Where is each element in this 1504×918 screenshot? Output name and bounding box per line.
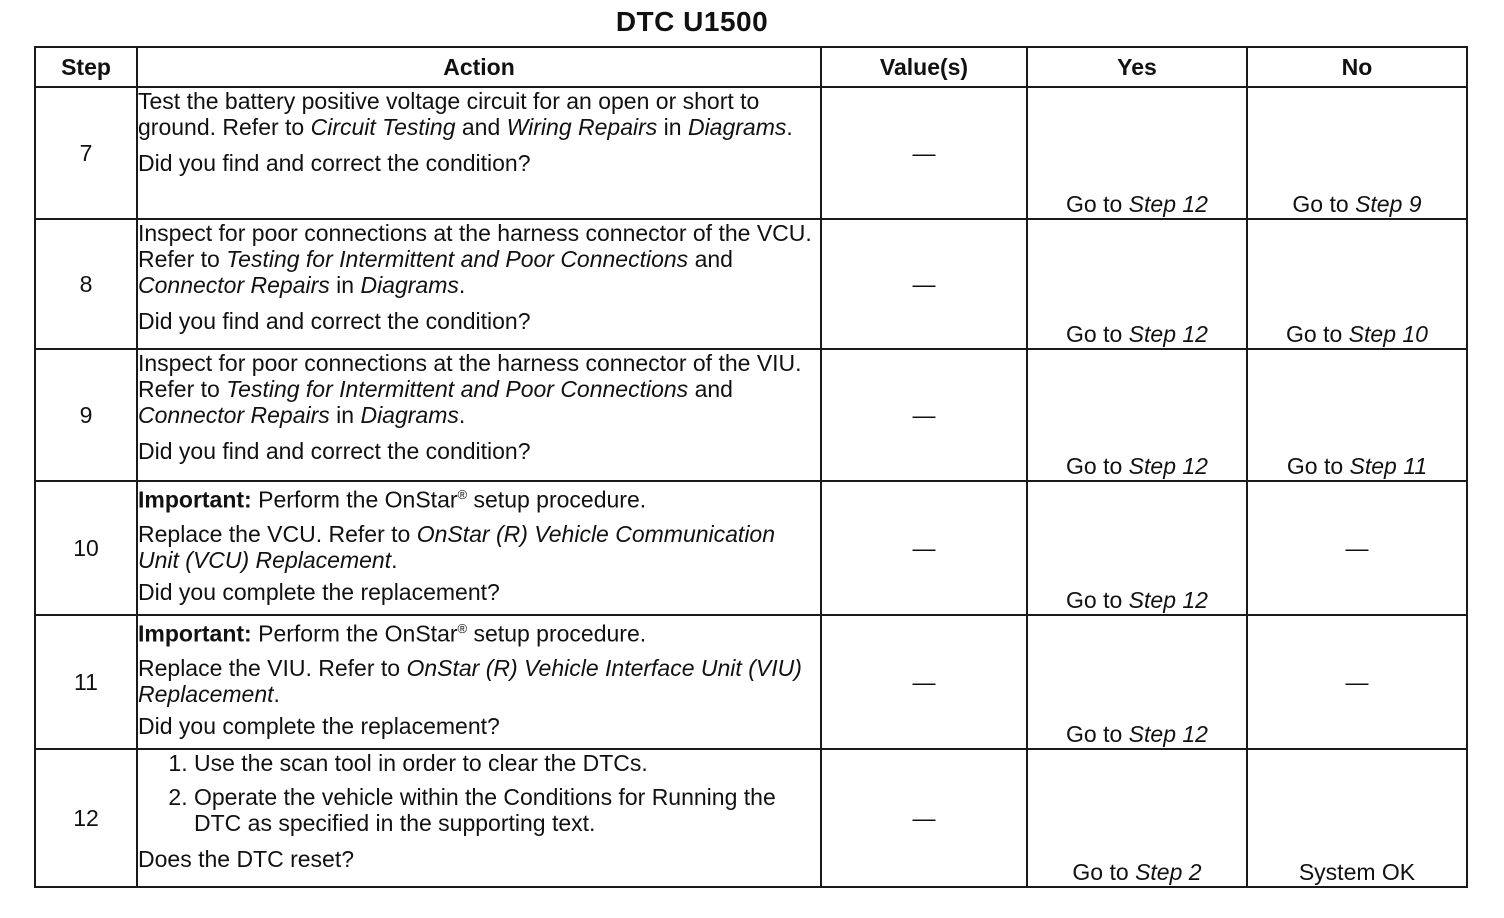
step-reference: Step 10 [1348, 321, 1428, 347]
important-label: Important: [138, 486, 252, 513]
no-value-dash: — [912, 139, 936, 166]
table-header-row [35, 47, 1467, 87]
instruction-segment: Inspect for poor connections at the harness connector of the VCU. Refer to [138, 220, 812, 272]
reference-link-text: Wiring Repairs [506, 114, 658, 140]
table-row [35, 615, 1467, 749]
action-cell [137, 481, 821, 615]
instruction-text [138, 88, 820, 140]
instruction-segment: Replace the VCU. Refer to [138, 520, 417, 547]
result-text: System OK [1298, 859, 1416, 885]
action-cell [137, 349, 821, 481]
step-reference: Step 11 [1349, 453, 1428, 479]
step-number: 12 [35, 749, 137, 887]
no-value-dash: — [912, 804, 936, 831]
go-to-text: Go to [1286, 453, 1350, 479]
go-to-text: Go to [1286, 321, 1349, 347]
step-reference: Step 2 [1135, 859, 1202, 885]
yes-cell [1027, 87, 1247, 219]
important-text: Perform the OnStar [251, 620, 458, 647]
value-cell [821, 749, 1027, 887]
step-number: 9 [35, 349, 137, 481]
instruction-text [138, 521, 820, 573]
action-cell [137, 749, 821, 887]
registered-mark: ® [457, 621, 468, 636]
reference-link-text: Circuit Testing [310, 114, 456, 140]
important-note [138, 616, 820, 647]
value-cell [821, 219, 1027, 349]
question-text: Did you find and correct the condition? [138, 308, 531, 334]
instruction-segment: in [329, 272, 361, 298]
no-value-dash: — [1345, 668, 1369, 695]
reference-link-text: Connector Repairs [138, 402, 330, 428]
reference-link-text: OnStar (R) Vehicle Communication Unit (VCU) Replacement [138, 520, 776, 573]
instruction-text [138, 220, 820, 298]
instruction-segment: Inspect for poor connections at the harness connector of the VIU. Refer to [138, 350, 802, 402]
action-cell [137, 219, 821, 349]
question-text: Did you complete the replacement? [138, 712, 500, 739]
go-to-text: Go to [1066, 321, 1129, 347]
value-cell [821, 349, 1027, 481]
yes-cell [1027, 749, 1247, 887]
instruction-text [138, 350, 820, 428]
value-cell [821, 615, 1027, 749]
table-row [35, 481, 1467, 615]
go-to-text: Go to [1066, 587, 1129, 613]
header-action: Action [137, 47, 821, 87]
header-no: No [1247, 47, 1467, 87]
no-value-dash: — [912, 270, 936, 297]
instruction-segment: Test the battery positive voltage circuit for an open or short to ground. Refer to [138, 88, 760, 140]
table-row [35, 219, 1467, 349]
instruction-segment: . [391, 546, 398, 573]
important-note [138, 482, 820, 513]
step-number: 7 [35, 87, 137, 219]
no-cell [1247, 219, 1467, 349]
value-cell [821, 87, 1027, 219]
reference-link-text: Diagrams [360, 402, 459, 428]
instruction-segment: . [458, 402, 466, 428]
header-step: Step [35, 47, 137, 87]
step-number: 8 [35, 219, 137, 349]
step-reference: Step 12 [1128, 191, 1208, 217]
table-body [35, 87, 1467, 887]
reference-link-text: Connector Repairs [138, 272, 330, 298]
question-text: Did you complete the replacement? [138, 578, 500, 605]
step-reference: Step 12 [1128, 587, 1208, 613]
go-to-text: Go to [1066, 191, 1129, 217]
instruction-segment: . [273, 680, 280, 707]
question-text: Did you find and correct the condition? [138, 150, 531, 176]
reference-link-text: Diagrams [687, 114, 787, 140]
header-yes: Yes [1027, 47, 1247, 87]
step-number: 11 [35, 615, 137, 749]
no-cell [1247, 615, 1467, 749]
table-row [35, 87, 1467, 219]
yes-cell [1027, 481, 1247, 615]
procedure-list-item: 2. Operate the vehicle within the Conditions for Running the DTC as specified in the supporting text. [194, 784, 820, 836]
registered-mark: ® [457, 487, 468, 502]
action-cell [137, 615, 821, 749]
no-cell [1247, 749, 1467, 887]
step-reference: Step 12 [1128, 453, 1208, 479]
reference-link-text: Diagrams [360, 272, 459, 298]
no-cell [1247, 481, 1467, 615]
step-reference: Step 12 [1128, 321, 1208, 347]
important-text-end: setup procedure. [467, 486, 647, 513]
instruction-segment: Replace the VIU. Refer to [138, 654, 407, 681]
step-reference: Step 12 [1128, 721, 1208, 747]
question-text: Does the DTC reset? [138, 846, 355, 872]
go-to-text: Go to [1066, 721, 1129, 747]
go-to-text: Go to [1072, 859, 1136, 885]
procedure-list [138, 750, 820, 836]
important-label: Important: [138, 620, 252, 647]
important-text-end: setup procedure. [467, 620, 647, 647]
yes-cell [1027, 615, 1247, 749]
go-to-text: Go to [1292, 191, 1356, 217]
instruction-segment: in [329, 402, 361, 428]
step-number: 10 [35, 481, 137, 615]
no-cell [1247, 87, 1467, 219]
value-cell [821, 481, 1027, 615]
go-to-text: Go to [1066, 453, 1129, 479]
instruction-segment: . [458, 272, 466, 298]
no-cell [1247, 349, 1467, 481]
table-row [35, 749, 1467, 887]
document-title: DTC U1500 [615, 6, 769, 37]
no-value-dash: — [1345, 534, 1369, 561]
header-values: Value(s) [821, 47, 1027, 87]
reference-link-text: Testing for Intermittent and Poor Connections [226, 246, 689, 272]
table-row [35, 349, 1467, 481]
reference-link-text: OnStar (R) Vehicle Interface Unit (VIU) Replacement [138, 654, 802, 707]
instruction-segment: . [786, 114, 793, 140]
diagnostic-table [34, 46, 1468, 888]
instruction-segment: in [657, 114, 688, 140]
no-value-dash: — [912, 401, 936, 428]
procedure-list-item: 1. Use the scan tool in order to clear the DTCs. [194, 750, 820, 776]
action-cell [137, 87, 821, 219]
instruction-segment: and [688, 246, 733, 272]
reference-link-text: Testing for Intermittent and Poor Connections [226, 376, 689, 402]
yes-cell [1027, 219, 1247, 349]
yes-cell [1027, 349, 1247, 481]
no-value-dash: — [912, 668, 936, 695]
instruction-segment: and [688, 376, 733, 402]
question-text: Did you find and correct the condition? [138, 438, 531, 464]
instruction-text [138, 655, 820, 707]
no-value-dash: — [912, 534, 936, 561]
instruction-segment: and [455, 114, 507, 140]
step-reference: Step 9 [1355, 191, 1422, 217]
important-text: Perform the OnStar [251, 486, 458, 513]
